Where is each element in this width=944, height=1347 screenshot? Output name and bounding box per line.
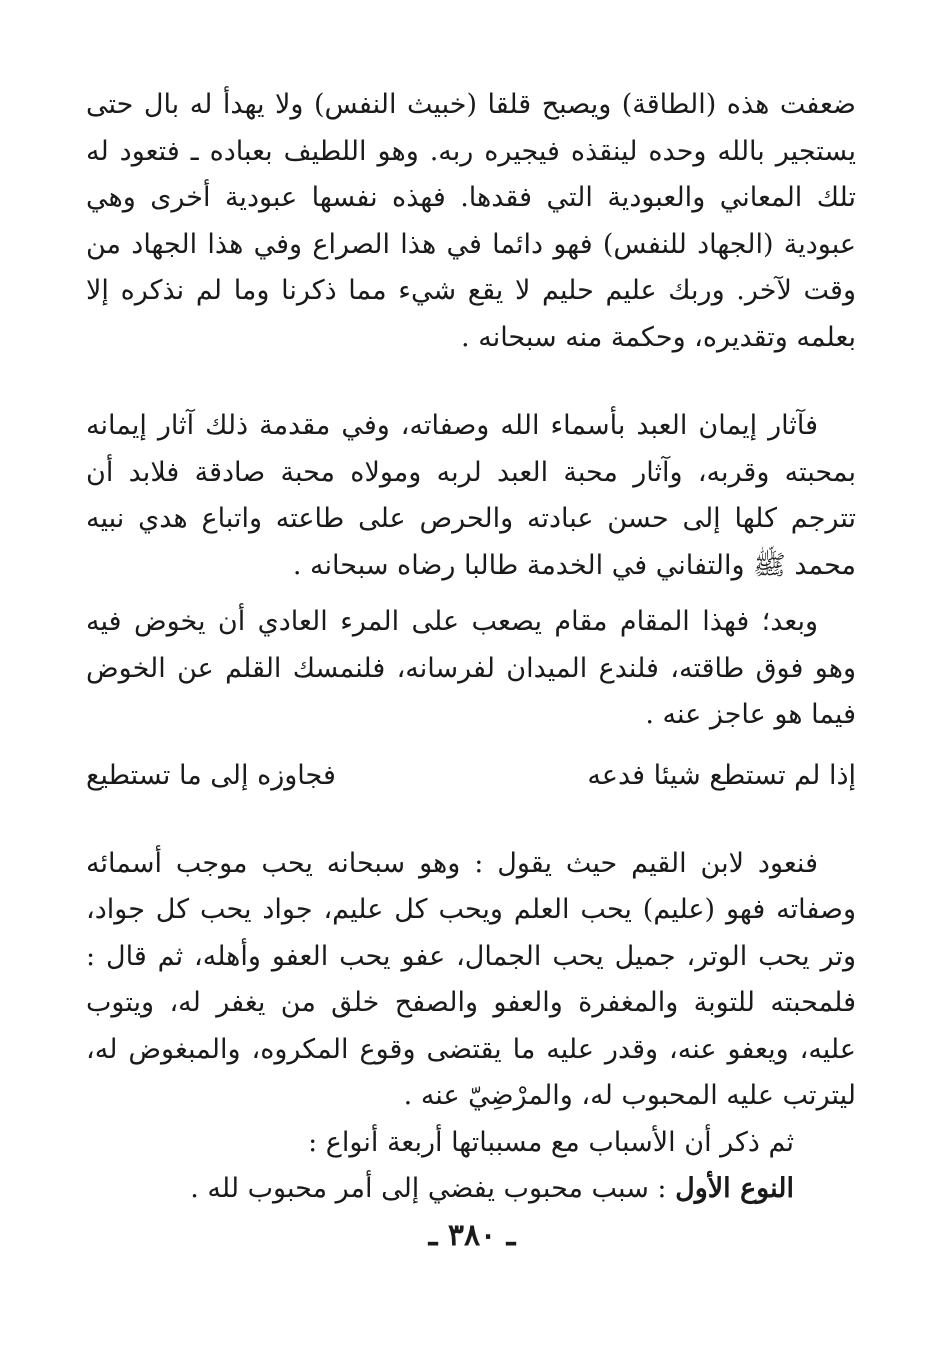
paragraph-station: وبعد؛ فهذا المقام مقام يصعب على المرء العادي أن يخوض فيه وهو فوق طاقته، فلندع الميدان لفرسانه، فلنمسك القلم عن الخوض فيما هو عاجز عنه . bbox=[86, 606, 856, 730]
paragraph-weakness: ضعفت هذه (الطاقة) ويصبح قلقا (خبيث النفس) ولا يهدأ له بال حتى يستجير بالله وحده لينقذه فيجيره ربه. وهو اللطيف بعباده ـ فتعود له تلك المعاني والعبودية التي فقدها. فهذه نفسها عبودية أخرى وهي عبودية (الجهاد للنفس) فهو دائما في هذا الصراع وفي هذا الجهاد من وقت لآخر. وربك عليم حليم لا يقع شيء مما ذكرنا وما لم نذكره إلا بعلمه وتقديره، وحكمة منه سبحانه . bbox=[86, 89, 856, 353]
verse-first-hemistich: إذا لم تستطع شيئا فدعه bbox=[587, 759, 856, 791]
paragraph-faith-effects: فآثار إيمان العبد بأسماء الله وصفاته، وفي مقدمة ذلك آثار إيمانه بمحبته وقربه، وآثار محبة العبد لربه ومولاه محبة صادقة فلابد أن تترجم كلها إلى حسن عبادته والحرص على طاعته واتباع هدي نبيه محمد ﷺ والتفاني في الخدمة طالبا رضاه سبحانه . bbox=[86, 410, 856, 581]
causes-intro-line: ثم ذكر أن الأسباب مع مسبباتها أربعة أنواع : bbox=[308, 1126, 794, 1158]
page-number: ـ ٣٨٠ ـ bbox=[428, 1218, 516, 1253]
type-one-text: : سبب محبوب يفضي إلى أمر محبوب لله . bbox=[190, 1173, 667, 1204]
book-page-body bbox=[86, 82, 856, 1213]
type-one-label: النوع الأول bbox=[675, 1173, 794, 1204]
paragraph-ibn-qayyim: فنعود لابن القيم حيث يقول : وهو سبحانه يحب موجب أسمائه وصفاته فهو (عليم) يحب العلم ويحب كل عليم، جواد يحب كل جواد، وتر يحب الوتر، جميل يحب الجمال، عفو يحب العفو وأهله، ثم قال : فلمحبته للتوبة والمغفرة والعفو والصفح خلق من يغفر له، ويتوب عليه، ويعفو عنه، وقدر عليه ما يقتضى وقوع المكروه، والمبغوض له، ليترتب عليه المحبوب له، والمرْضِيّ عنه . bbox=[86, 847, 856, 1111]
type-one-line bbox=[86, 1166, 856, 1213]
verse-second-hemistich: فجاوزه إلى ما تستطيع bbox=[86, 759, 336, 791]
poetry-verse bbox=[86, 753, 856, 799]
